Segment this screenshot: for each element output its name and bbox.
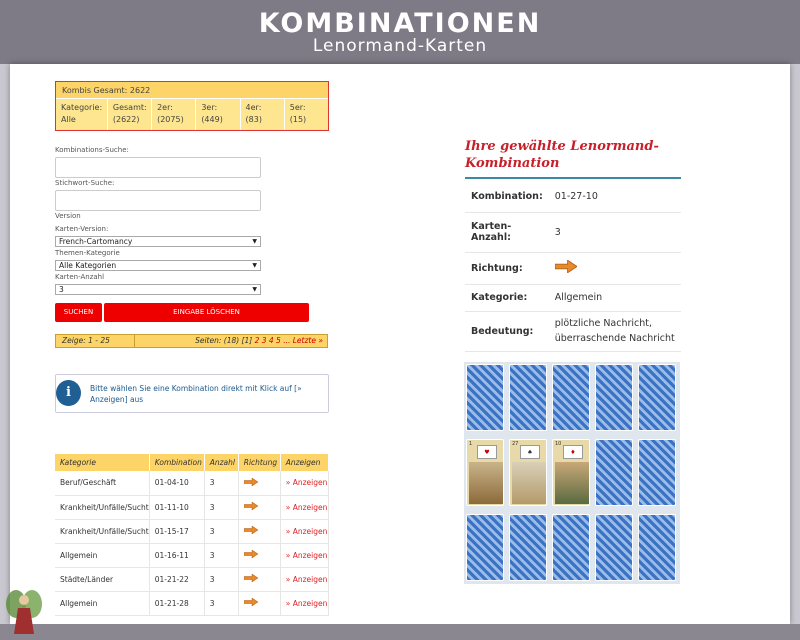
diamond-icon: ♦: [563, 445, 583, 459]
page-subtitle: Lenormand-Karten: [312, 36, 488, 56]
detail-title: Ihre gewählte Lenormand-Kombination: [465, 139, 659, 171]
arrow-right-icon: [244, 574, 258, 582]
col-header-anzeigen: Anzeigen: [280, 454, 328, 471]
chevron-down-icon: ▼: [252, 238, 257, 245]
stats-col-5er: 5er: (15): [284, 99, 328, 130]
kombi-search-label: Kombinations-Suche:: [55, 146, 129, 154]
card-back: [509, 514, 547, 581]
col-header-richtung: Richtung: [238, 454, 280, 471]
card-back: [638, 364, 676, 431]
card-back: [552, 514, 590, 581]
detail-row-richtung: Richtung:: [465, 252, 681, 284]
fairy-icon: [4, 586, 44, 636]
table-row: Allgemein 01-16-11 3 » Anzeigen: [55, 543, 329, 567]
spade-icon: ♠: [520, 445, 540, 459]
stats-total: Kombis Gesamt: 2622: [56, 82, 328, 99]
detail-kombination-value: 01-27-10: [549, 182, 681, 212]
anzeigen-link[interactable]: » Anzeigen: [280, 591, 328, 615]
detail-kategorie-value: Allgemein: [549, 284, 681, 311]
card-back: [466, 514, 504, 581]
detail-bedeutung-value: plötzliche Nachricht, überraschende Nachricht: [549, 311, 681, 351]
karten-anzahl-select[interactable]: 3 ▼: [55, 284, 261, 295]
detail-row-anzahl: Karten-Anzahl: 3: [465, 212, 681, 252]
chevron-down-icon: ▼: [252, 286, 257, 293]
stichwort-search-label: Stichwort-Suche:: [55, 179, 115, 187]
table-row: Krankheit/Unfälle/Sucht 01-15-17 3 » Anzeigen: [55, 519, 329, 543]
pagination-pages: Seiten: (18) [1] 2 3 4 5 ... Letzte »: [195, 336, 323, 345]
detail-title-underline: [465, 177, 681, 179]
card-face-letter: 27 ♠: [509, 439, 547, 506]
anzeigen-link[interactable]: » Anzeigen: [280, 519, 328, 543]
detail-row-kategorie: Kategorie: Allgemein: [465, 284, 681, 311]
stats-col-2er: 2er: (2075): [151, 99, 195, 130]
arrow-right-icon: [244, 502, 258, 510]
arrow-right-icon: [244, 598, 258, 606]
stats-col-gesamt: Gesamt: (2622): [107, 99, 151, 130]
chevron-down-icon: ▼: [252, 262, 257, 269]
info-icon: i: [56, 375, 81, 412]
detail-row-bedeutung: Bedeutung: plötzliche Nachricht, überraschende Nachricht: [465, 311, 681, 351]
arrow-right-icon: [244, 478, 258, 486]
search-button[interactable]: SUCHEN: [55, 303, 102, 322]
combinations-table: [55, 454, 329, 616]
stats-col-3er: 3er: (449): [195, 99, 239, 130]
karten-version-select[interactable]: French-Cartomancy ▼: [55, 236, 261, 247]
card-back: [595, 439, 633, 506]
arrow-right-icon: [555, 260, 577, 273]
main-panel: [10, 64, 790, 624]
card-face-scythe: 10 ♦: [552, 439, 590, 506]
anzeigen-link[interactable]: » Anzeigen: [280, 495, 328, 519]
pagination-page-links[interactable]: 2 3 4 5 ...: [254, 336, 291, 345]
detail-anzahl-value: 3: [549, 212, 681, 252]
kombi-search-input[interactable]: [55, 157, 261, 178]
stats-box: [55, 81, 329, 131]
info-box: [55, 374, 329, 413]
detail-row-kombination: Kombination: 01-27-10: [465, 182, 681, 212]
col-header-anzahl: Anzahl: [204, 454, 238, 471]
themen-kategorie-label: Themen-Kategorie: [55, 249, 120, 257]
anzeigen-link[interactable]: » Anzeigen: [280, 567, 328, 591]
card-back: [595, 514, 633, 581]
anzeigen-link[interactable]: » Anzeigen: [280, 471, 328, 495]
stats-col-kategorie: Kategorie: Alle: [61, 103, 103, 124]
stichwort-search-input[interactable]: [55, 190, 261, 211]
arrow-right-icon: [244, 550, 258, 558]
info-text: Bitte wählen Sie eine Kombination direkt mit Klick auf [» Anzeigen] aus: [90, 384, 302, 404]
anzeigen-link[interactable]: » Anzeigen: [280, 543, 328, 567]
pagination: [55, 334, 328, 348]
footer-strip: [0, 624, 800, 640]
card-spread: [464, 362, 680, 584]
table-row: Städte/Länder 01-21-22 3 » Anzeigen: [55, 567, 329, 591]
card-back: [552, 364, 590, 431]
card-face-rider: 1 ♥: [466, 439, 504, 506]
page-title: KOMBINATIONEN: [258, 8, 542, 39]
table-header-row: [55, 454, 329, 471]
card-back: [595, 364, 633, 431]
heart-icon: ♥: [477, 445, 497, 459]
card-back: [466, 364, 504, 431]
card-back: [638, 439, 676, 506]
stats-col-4er: 4er: (83): [240, 99, 284, 130]
table-row: Beruf/Geschäft 01-04-10 3 » Anzeigen: [55, 471, 329, 495]
clear-input-button[interactable]: EINGABE LÖSCHEN: [104, 303, 309, 322]
card-back: [509, 364, 547, 431]
karten-anzahl-label: Karten-Anzahl: [55, 273, 105, 281]
arrow-right-icon: [244, 526, 258, 534]
col-header-kombination: Kombination: [149, 454, 204, 471]
version-label: Version: [55, 212, 81, 220]
pagination-last-link[interactable]: Letzte »: [292, 336, 323, 345]
table-row: Allgemein 01-21-28 3 » Anzeigen: [55, 591, 329, 615]
karten-version-label: Karten-Version:: [55, 225, 109, 233]
themen-kategorie-select[interactable]: Alle Kategorien ▼: [55, 260, 261, 271]
site-header: [0, 0, 800, 64]
detail-table: [465, 182, 681, 352]
card-back: [638, 514, 676, 581]
pagination-range: Zeige: 1 - 25: [62, 336, 110, 345]
table-row: Krankheit/Unfälle/Sucht 01-11-10 3 » Anzeigen: [55, 495, 329, 519]
col-header-kategorie: Kategorie: [55, 454, 149, 471]
